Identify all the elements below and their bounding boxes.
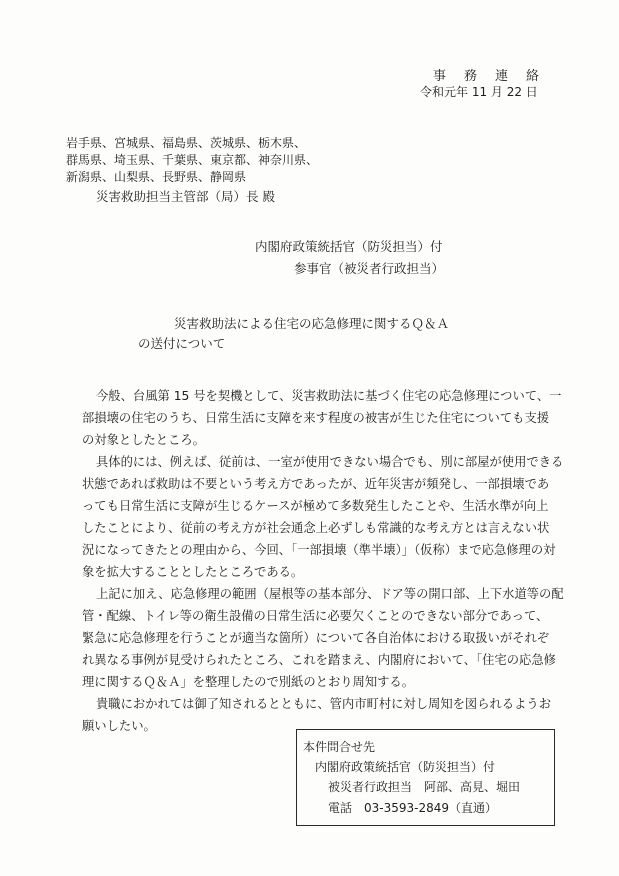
- document-title-cont: の送付について: [138, 336, 226, 351]
- body-line: 理に関するＱ＆Ａ」を整理したので別紙のとおり周知する。: [82, 675, 415, 689]
- body-line: 上記に加え、応急修理の範囲（屋根等の基本部分、ドア等の開口部、上下水道等の配: [96, 587, 564, 601]
- contact-org: 内閣府政策統括官（防災担当）付: [315, 760, 496, 774]
- contact-heading: 本件問合せ先: [303, 740, 376, 754]
- document-title: 災害救助法による住宅の応急修理に関するＱ＆Ａ: [174, 316, 450, 331]
- body-line: っても日常生活に支障が生じるケースが極めて多数発生したことや、生活水準が向上: [82, 499, 549, 513]
- body-line: れ異なる事例が見受けられたところ、これを踏まえ、内閣府において、「住宅の応急修: [82, 653, 556, 667]
- contact-box: [296, 729, 555, 826]
- addressee-line: 群馬県、埼玉県、千葉県、東京都、神奈川県、: [66, 153, 319, 167]
- body-line: 状態であれば救助は不要という考え方であったが、近年災害が頻発し、一部損壊であ: [82, 477, 550, 491]
- sender-org: 内閣府政策統括官（防災担当）付: [255, 239, 443, 254]
- body-line: の対象としたところ。: [82, 433, 205, 447]
- addressee-line: 新潟県、山梨県、長野県、静岡県: [66, 170, 247, 184]
- recipient: 災害救助担当主管部（局）長 殿: [96, 189, 275, 204]
- body-line: 具体的には、例えば、従前は、一室が使用できない場合でも、別に部屋が使用できる: [96, 455, 564, 469]
- body-line: 今般、台風第 15 号を契機として、災害救助法に基づく住宅の応急修理について、一: [96, 389, 562, 403]
- body-line: 願いしたい。: [82, 719, 156, 733]
- body-line: 部損壊の住宅のうち、日常生活に支障を来す程度の被害が生じた住宅についても支援: [82, 411, 550, 425]
- body-line: したことにより、従前の考え方が社会通念上必ずしも常識的な考え方とは言えない状: [82, 521, 550, 535]
- contact-staff: 被災者行政担当 阿部、高見、堀田: [328, 780, 521, 794]
- sender-title: 参事官（被災者行政担当）: [294, 261, 445, 276]
- addressee-line: 岩手県、宮城県、福島県、茨城県、栃木県、: [66, 136, 307, 150]
- body-line: 緊急に応急修理を行うことが適当な箇所）について各自治体における取扱いがそれぞ: [82, 631, 550, 645]
- body-line: 況になってきたとの理由から、今回、「一部損壊（準半壊）」（仮称）まで応急修理の対: [82, 543, 556, 557]
- contact-phone: 電話 03-3593-2849（直通）: [328, 801, 498, 815]
- document-type: 事務連絡: [433, 69, 558, 84]
- body-line: 貴職におかれては御了知されるとともに、管内市町村に対し周知を図られるようお: [96, 697, 551, 711]
- body-line: 管・配線、トイレ等の衛生設備の日常生活に必要欠くことのできない部分であって、: [82, 609, 549, 623]
- body-line: 象を拡大することとしたところである。: [82, 565, 304, 579]
- document-date: 令和元年 11 月 22 日: [420, 85, 538, 99]
